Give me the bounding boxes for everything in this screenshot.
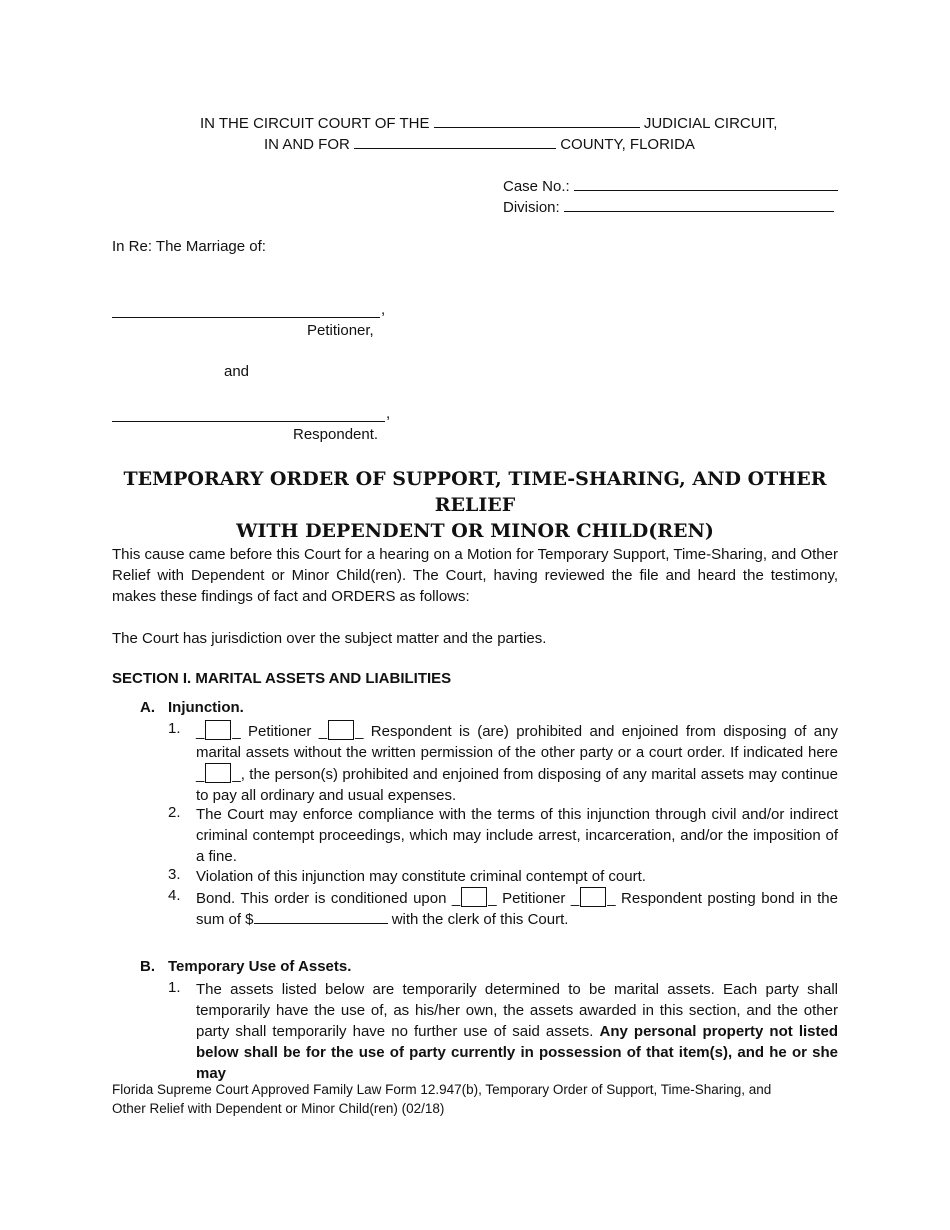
county-prefix: IN AND FOR (264, 136, 350, 153)
b1-text: The assets listed below are temporarily determined to be marital assets. Each party shall temporarily have the use of, as his/her own, the assets awarded in this section, and the other party shall temporarily have no further use of said assets. (196, 981, 838, 1040)
court-circuit-prefix: IN THE CIRCUIT COURT OF THE (200, 115, 430, 132)
title-line1: TEMPORARY ORDER OF SUPPORT, TIME-SHARING, AND OTHER RELIEF (123, 468, 827, 516)
item-b1-number: 1. (168, 979, 181, 996)
a1-petitioner-checkbox[interactable] (205, 720, 231, 740)
division-row (503, 197, 834, 216)
item-a4: Bond. This order is conditioned upon _ _ Petitioner _ _ Respondent posting bond in the sum of $ with the clerk of this Court. (196, 887, 838, 930)
court-circuit-suffix: JUDICIAL CIRCUIT, (643, 115, 778, 132)
jurisdiction-paragraph: The Court has jurisdiction over the subject matter and the parties. (112, 630, 547, 647)
a1-petitioner-label: Petitioner (248, 723, 312, 740)
item-a2: The Court may enforce compliance with the terms of this injunction through civil and/or indirect criminal contempt proceedings, which may include arrest, incarceration, and/or the imposition of a fine. (196, 806, 838, 865)
case-no-row (503, 176, 838, 195)
respondent-label: Respondent. (293, 426, 379, 443)
item-a4-number: 4. (168, 887, 181, 904)
petitioner-comma: , (381, 301, 386, 318)
item-a3-number: 3. (168, 866, 181, 883)
a4-petitioner-label: Petitioner (502, 890, 566, 907)
circuit-name-field[interactable] (434, 113, 640, 128)
a1-expenses-checkbox[interactable] (205, 763, 231, 783)
a1-text-1: Respondent is (are) prohibited and enjoined from disposing of any marital assets without the written permission of the other party or a court order. If indicated here (196, 723, 838, 761)
case-no-label: Case No.: (503, 178, 570, 195)
item-a1: _ _ Petitioner _ _ Respondent is (are) prohibited and enjoined from disposing of any marital assets without the written permission of the other party or a court order. If indicated here _ _, the person(s) prohibited and enjoined from disposing of any marital assets may continue to pay all ordinary and usual expenses. (196, 720, 838, 806)
court-header-line2 (264, 134, 695, 153)
item-a2-number: 2. (168, 804, 181, 821)
county-name-field[interactable] (354, 134, 556, 149)
item-a1-number: 1. (168, 720, 181, 737)
item-b1 (196, 979, 838, 1084)
a4-text-3: with the clerk of this Court. (391, 911, 569, 928)
document-title (100, 466, 850, 544)
court-header-line1 (200, 113, 777, 132)
county-suffix: COUNTY, FLORIDA (560, 136, 695, 153)
b1-bold-text: Any personal property not listed below shall be for the use of party currently in possession of that item(s), and he or she may (196, 1023, 839, 1082)
case-no-field[interactable] (574, 176, 838, 191)
respondent-comma: , (386, 405, 391, 422)
division-label: Division: (503, 199, 560, 216)
footer-line2: Other Relief with Dependent or Minor Child(ren) (02/18) (112, 1101, 445, 1116)
subsection-a-title: Injunction. (168, 699, 244, 716)
subsection-b-title: Temporary Use of Assets. (168, 958, 352, 975)
form-footer (112, 1080, 842, 1118)
in-re-label: In Re: The Marriage of: (112, 238, 266, 255)
petitioner-name-field[interactable] (112, 305, 380, 318)
a4-respondent-checkbox[interactable] (580, 887, 606, 907)
bond-amount-field[interactable] (254, 909, 388, 924)
a4-text-2: Respondent posting bond in the sum of $ (196, 890, 838, 928)
title-line2: WITH DEPENDENT OR MINOR CHILD(REN) (236, 520, 714, 542)
a4-petitioner-checkbox[interactable] (461, 887, 487, 907)
footer-line1: Florida Supreme Court Approved Family Law Form 12.947(b), Temporary Order of Support, Time-Sharing, and (112, 1082, 772, 1097)
subsection-a-label: A. (140, 699, 155, 716)
a4-text-1: Bond. This order is conditioned upon (196, 890, 447, 907)
item-a3: Violation of this injunction may constitute criminal contempt of court. (196, 868, 646, 885)
section1-heading: SECTION I. MARITAL ASSETS AND LIABILITIES (112, 670, 452, 687)
division-field[interactable] (564, 197, 834, 212)
and-label: and (224, 363, 250, 380)
petitioner-label: Petitioner, (307, 322, 374, 339)
respondent-name-field[interactable] (112, 409, 385, 422)
a1-respondent-checkbox[interactable] (328, 720, 354, 740)
subsection-b-label: B. (140, 958, 155, 975)
a1-text-2: , the person(s) prohibited and enjoined from disposing of any marital assets may continue to pay all ordinary and usual expenses. (196, 766, 838, 804)
intro-paragraph: This cause came before this Court for a hearing on a Motion for Temporary Support, Time-Sharing, and Other Relief with Dependent or Minor Child(ren). The Court, having reviewed the file and heard the testimony, makes these findings of fact and ORDERS as follows: (112, 546, 838, 605)
